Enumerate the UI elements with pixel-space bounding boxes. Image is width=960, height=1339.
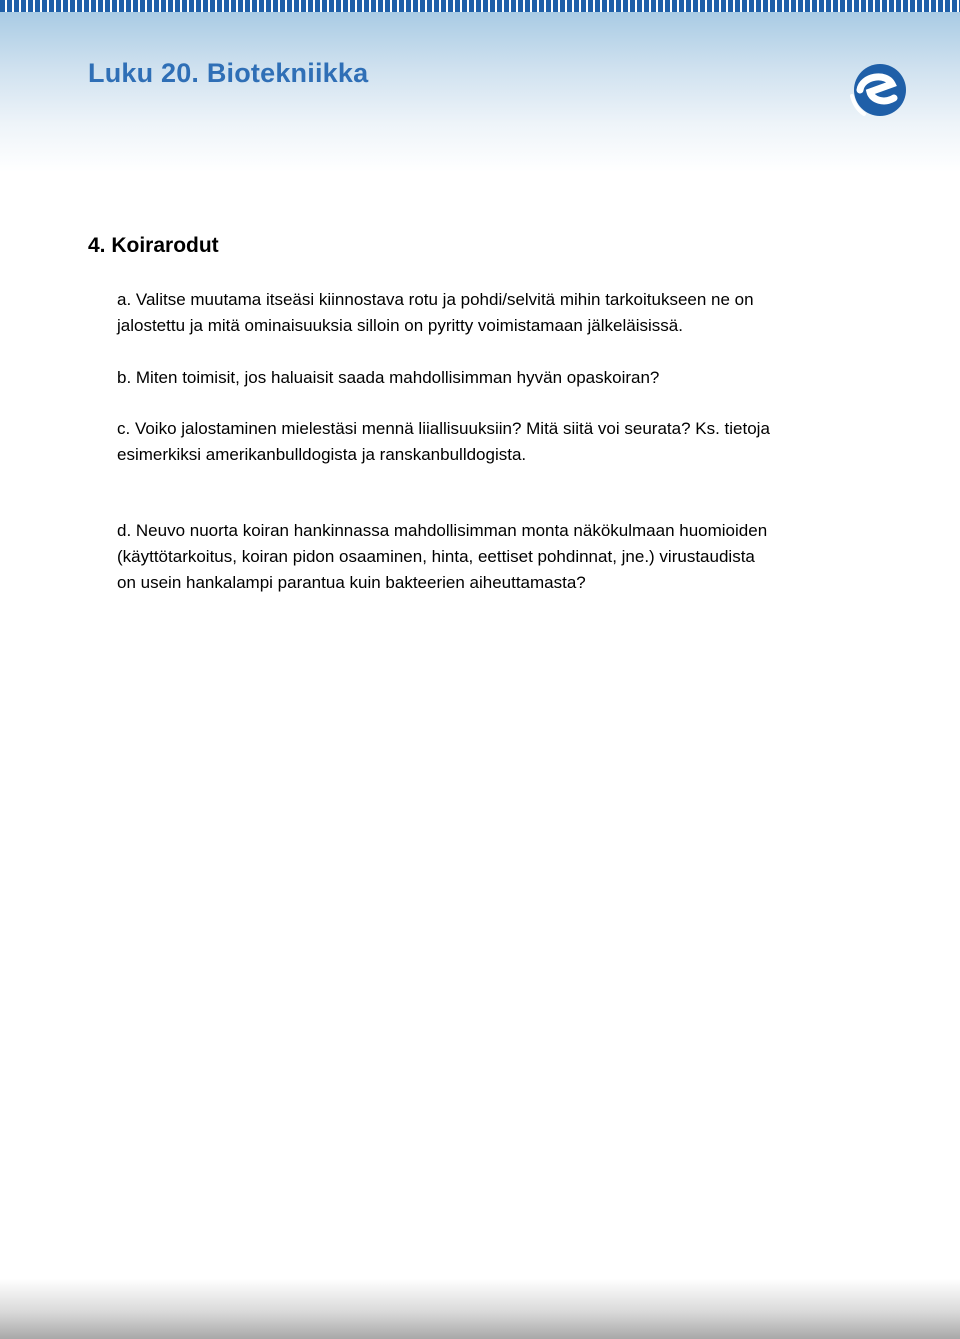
header-band <box>0 12 960 172</box>
question-line: jalostettu ja mitä ominaisuuksia silloin on pyritty voimistamaan jälkeläisissä. <box>117 316 683 335</box>
question-line: b. Miten toimisit, jos haluaisit saada mahdollisimman hyvän opaskoiran? <box>117 368 660 387</box>
question-d <box>117 518 877 596</box>
header-stripe <box>0 0 960 12</box>
question-c <box>117 416 877 468</box>
question-line: (käyttötarkoitus, koiran pidon osaaminen, hinta, eettiset pohdinnat, jne.) virustaudista <box>117 547 755 566</box>
chapter-title: Luku 20. Biotekniikka <box>88 58 369 88</box>
question-a <box>117 287 877 339</box>
publisher-logo-icon <box>848 60 908 120</box>
question-line: c. Voiko jalostaminen mielestäsi mennä liiallisuuksiin? Mitä siitä voi seurata? Ks. tietoja <box>117 419 770 438</box>
question-line: on usein hankalampi parantua kuin bakteerien aiheuttamasta? <box>117 573 586 592</box>
section-heading: 4. Koirarodut <box>88 234 219 257</box>
footer-band <box>0 1279 960 1339</box>
question-b <box>117 365 877 391</box>
question-line: esimerkiksi amerikanbulldogista ja ranskanbulldogista. <box>117 445 527 464</box>
question-line: d. Neuvo nuorta koiran hankinnassa mahdollisimman monta näkökulmaan huomioiden <box>117 521 768 540</box>
question-line: a. Valitse muutama itseäsi kiinnostava rotu ja pohdi/selvitä mihin tarkoitukseen ne on <box>117 290 754 309</box>
